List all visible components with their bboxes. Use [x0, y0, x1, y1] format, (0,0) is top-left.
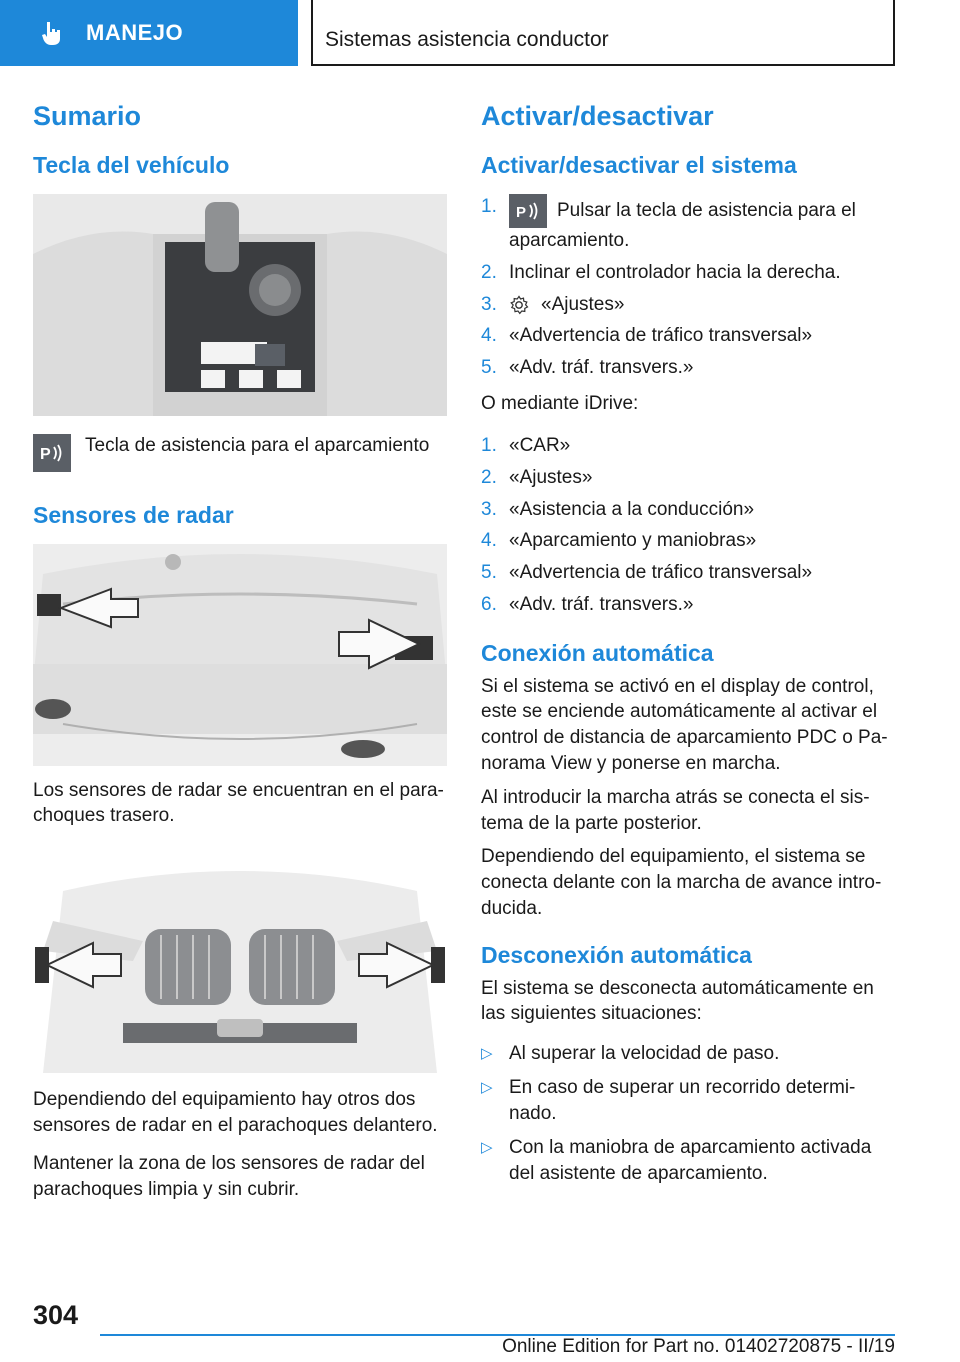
- list-item: 2. «Ajustes»: [481, 466, 593, 488]
- edition-footer: Online Edition for Part no. 01402720875 - II/19: [502, 1336, 895, 1357]
- rear-bumper-radar-illustration: [33, 544, 447, 766]
- radar-front-paragraph: Dependiendo del equipamiento hay otros dos sensores de radar en el parachoques delantero.: [33, 1089, 438, 1137]
- page-number: 304: [33, 1300, 79, 1330]
- front-bumper-radar-illustration: [33, 851, 447, 1073]
- section-tab: [0, 0, 298, 66]
- left-column: [33, 100, 447, 1215]
- activate-heading: Activar/desactivar: [481, 101, 714, 131]
- park-assist-key-caption: [33, 434, 447, 472]
- list-item: ▷ Con la maniobra de aparcamiento activada del asistente de aparcamiento.: [481, 1135, 895, 1187]
- radar-sensors-heading: Sensores de radar: [33, 501, 234, 528]
- list-item: ▷ Al superar la velocidad de paso.: [481, 1041, 895, 1067]
- auto-on-paragraph-1: Si el sistema se activó en el display de control, este se enciende automáticamente al activar el control de distancia de aparcamiento PDC o Pa- norama View y ponerse en marcha.: [481, 675, 888, 774]
- list-item: 4. «Aparcamiento y maniobras»: [481, 530, 757, 552]
- auto-on-paragraph-3: Dependiendo del equipamiento, el sistema se conecta delante con la marcha de avance intro- ducida.: [481, 846, 882, 920]
- bullet-triangle-icon: ▷: [481, 1138, 493, 1156]
- section-title: MANEJO: [86, 20, 184, 45]
- list-item: 3. «Ajustes»: [481, 293, 625, 315]
- activate-steps-list: [481, 194, 895, 381]
- chapter-title: Sistemas asistencia conductor: [325, 28, 609, 51]
- bullet-triangle-icon: ▷: [481, 1045, 493, 1063]
- bullet-triangle-icon: ▷: [481, 1079, 493, 1097]
- summary-heading: Sumario: [33, 101, 142, 131]
- list-item: 5. «Advertencia de tráfico transversal»: [481, 562, 813, 584]
- idrive-intro: O mediante iDrive:: [481, 393, 639, 415]
- activate-system-heading: Activar/desactivar el sistema: [481, 152, 797, 179]
- vehicle-key-heading: Tecla del vehículo: [33, 152, 230, 179]
- list-item: 5. «Adv. tráf. transvers.»: [481, 357, 694, 379]
- auto-on-heading: Conexión automática: [481, 639, 714, 666]
- list-item: 1. P Pulsar la tecla de asistencia para el aparcamiento.: [481, 195, 856, 251]
- park-assist-icon: [509, 194, 547, 228]
- header-divider: [311, 0, 313, 66]
- park-assist-key-label: Tecla de asistencia para el aparcamiento: [85, 434, 430, 456]
- header-divider: [893, 0, 895, 66]
- right-column: [481, 100, 895, 1194]
- svg-text:P: P: [40, 445, 51, 463]
- radar-keep-clean-paragraph: Mantener la zona de los sensores de radar del parachoques limpia y sin cubrir.: [33, 1152, 425, 1200]
- list-item: 3. «Asistencia a la conducción»: [481, 498, 755, 520]
- auto-off-conditions-list: [481, 1041, 895, 1186]
- radar-rear-paragraph: Los sensores de radar se encuentran en el para- choques trasero.: [33, 779, 444, 827]
- list-item: 6. «Adv. tráf. transvers.»: [481, 594, 694, 616]
- steering-hand-icon: [38, 19, 66, 47]
- auto-off-intro: El sistema se desconecta automáticamente en las siguientes situaciones:: [481, 977, 874, 1025]
- center-console-illustration: [33, 194, 447, 416]
- list-item: 2. Inclinar el controlador hacia la derecha.: [481, 261, 841, 283]
- list-item: 4. «Advertencia de tráfico transversal»: [481, 325, 813, 347]
- list-item: 1. «CAR»: [481, 434, 571, 456]
- list-item: ▷ En caso de superar un recorrido determi- nado.: [481, 1075, 895, 1127]
- auto-off-heading: Desconexión automática: [481, 941, 752, 968]
- park-assist-icon: [33, 434, 71, 472]
- idrive-steps-list: [481, 433, 895, 618]
- svg-text:P: P: [516, 203, 527, 221]
- header-underline: [311, 64, 895, 66]
- gear-icon: [509, 295, 529, 315]
- auto-on-paragraph-2: Al introducir la marcha atrás se conecta el sis- tema de la parte posterior.: [481, 786, 870, 834]
